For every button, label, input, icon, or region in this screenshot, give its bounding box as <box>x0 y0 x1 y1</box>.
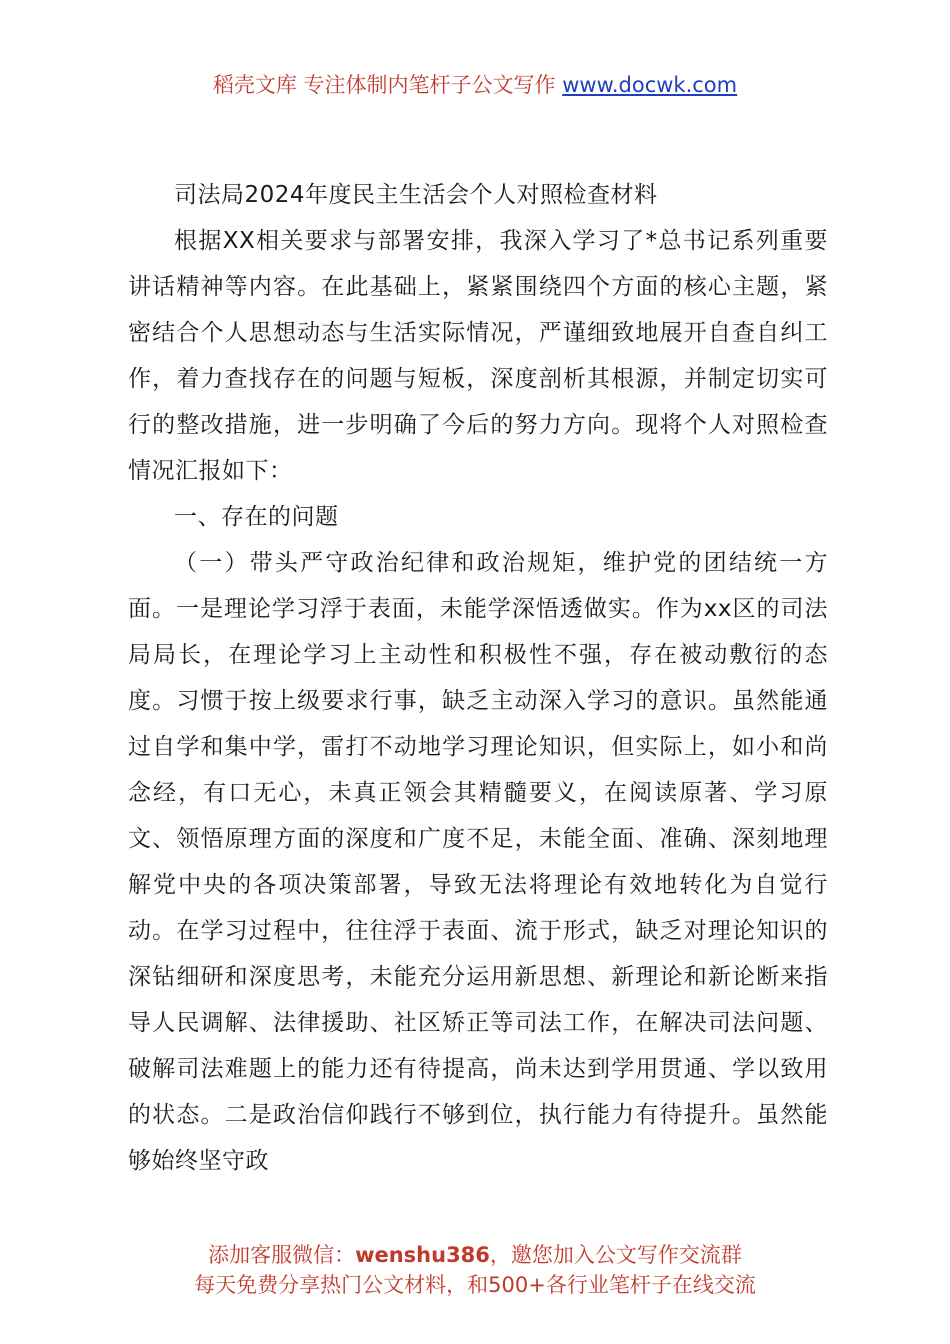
body-paragraph: （一）带头严守政治纪律和政治规矩，维护党的团结统一方面。一是理论学习浮于表面，未能学深悟透做实。作为xx区的司法局局长，在理论学习上主动性和积极性不强，存在被动敷衍的态度。习惯于按上级要求行事，缺乏主动深入学习的意识。虽然能通过自学和集中学，雷打不动地学习理论知识，但实际上，如小和尚念经，有口无心，未真正领会其精髓要义，在阅读原著、学习原文、领悟原理方面的深度和广度不足，未能全面、准确、深刻地理解党中央的各项决策部署，导致无法将理论有效地转化为自觉行动。在学习过程中，往往浮于表面、流于形式，缺乏对理论知识的深钻细研和深度思考，未能充分运用新思想、新理论和新论断来指导人民调解、法律援助、社区矫正等司法工作，在解决司法问题、破解司法难题上的能力还有待提高，尚未达到学用贯通、学以致用的状态。二是政治信仰践行不够到位，执行能力有待提升。虽然能够始终坚守政 <box>128 550 828 1174</box>
footer-suffix: ，邀您加入公文写作交流群 <box>489 1243 742 1267</box>
footer-prefix: 添加客服微信： <box>208 1243 356 1267</box>
footer-line-1 <box>0 1240 950 1270</box>
intro-paragraph: 根据XX相关要求与部署安排，我深入学习了*总书记系列重要讲话精神等内容。在此基础上，紧紧围绕四个方面的核心主题，紧密结合个人思想动态与生活实际情况，严谨细致地展开自查自纠工作，着力查找存在的问题与短板，深度剖析其根源，并制定切实可行的整改措施，进一步明确了今后的努力方向。现将个人对照检查情况汇报如下： <box>128 228 828 484</box>
document-title: 司法局2024年度民主生活会个人对照检查材料 <box>174 182 658 208</box>
header-brand: 稻壳文库 专注体制内笔杆子公文写作 <box>212 73 556 97</box>
section-heading: 一、存在的问题 <box>174 504 339 530</box>
header-url-link[interactable]: www.docwk.com <box>562 73 738 97</box>
document-body <box>128 172 828 1184</box>
page-header <box>0 70 950 100</box>
footer-wechat-id: wenshu386 <box>355 1243 490 1267</box>
page-footer <box>0 1240 950 1300</box>
footer-line-2: 每天免费分享热门公文材料，和500+各行业笔杆子在线交流 <box>194 1273 756 1297</box>
